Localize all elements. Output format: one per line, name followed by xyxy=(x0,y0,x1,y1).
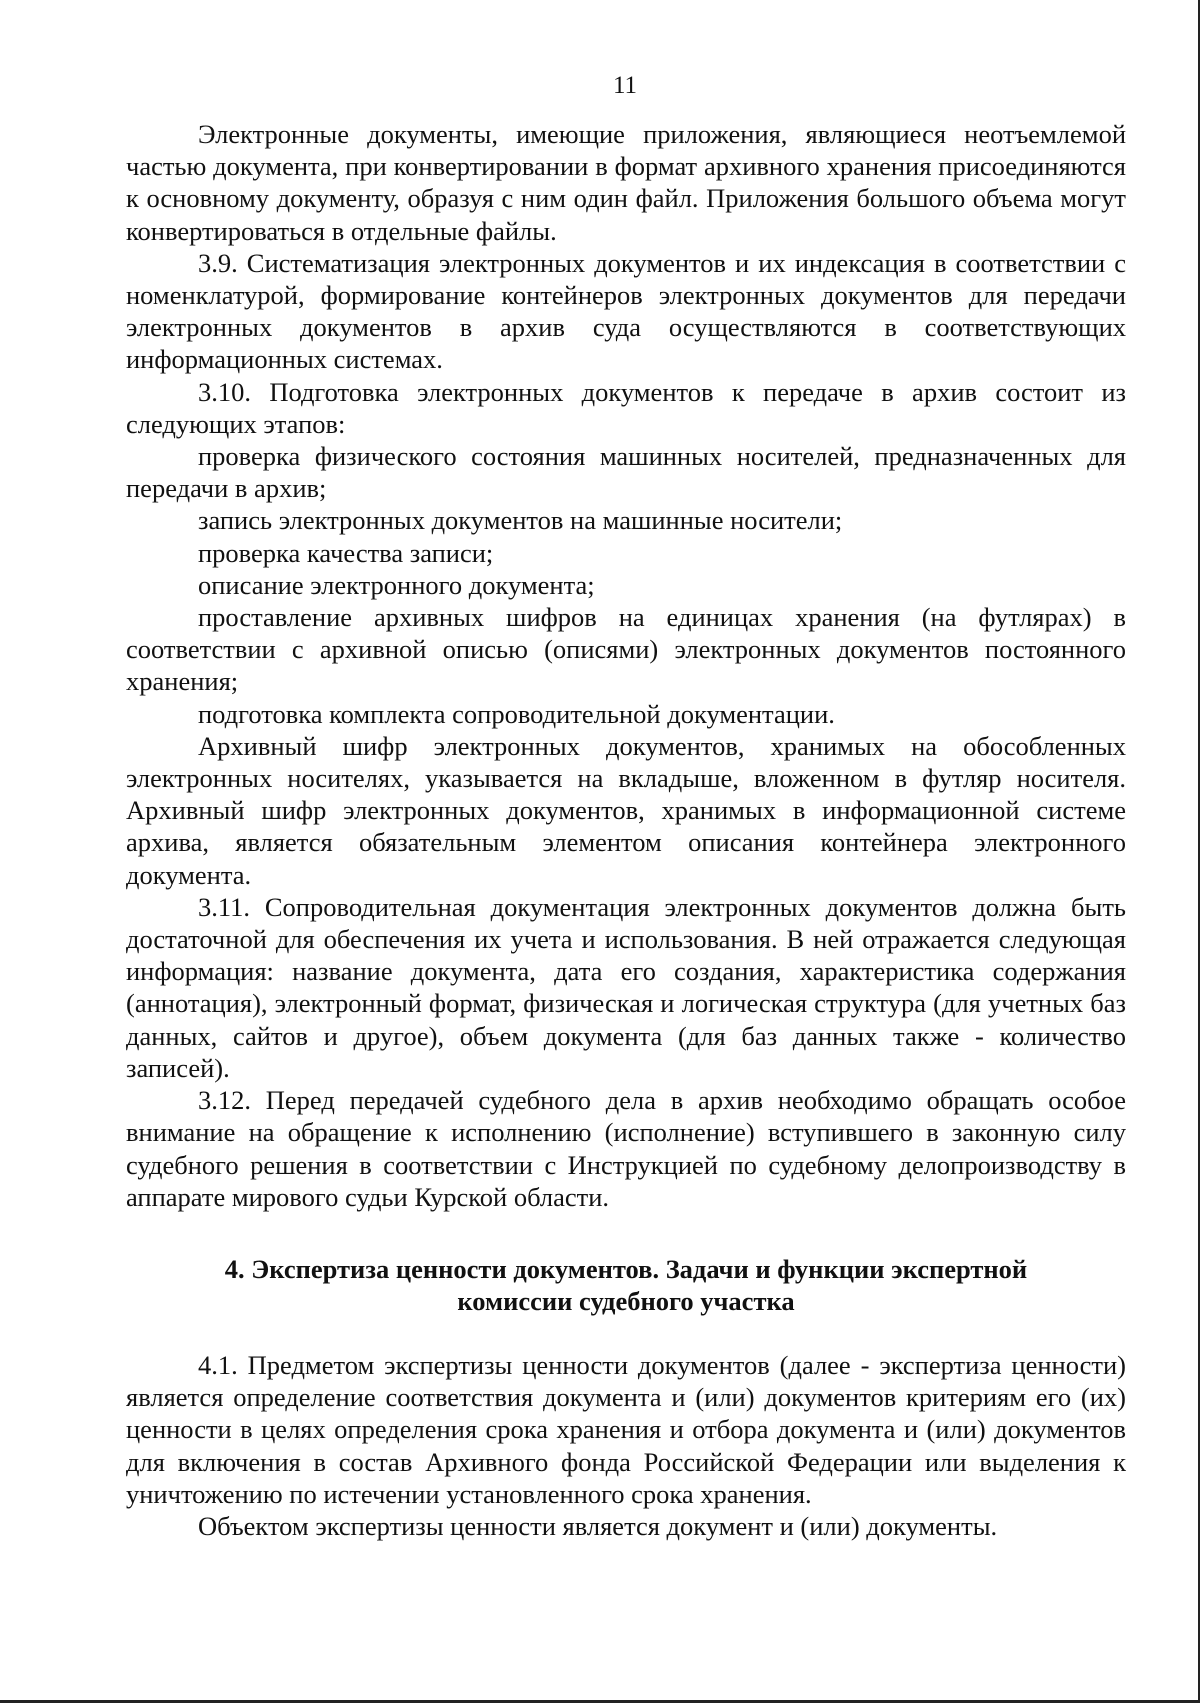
paragraph-3-12: 3.12. Перед передачей судебного дела в архив необходимо обращать особое внимание на обращение к исполнению (исполнение) вступившего в законную силу судебного решения в соответствии с Инструкцией по судебному делопроизводству в аппарате мирового судьи Курской области. xyxy=(126,1085,1126,1212)
section-heading-line-1: 4. Экспертиза ценности документов. Задачи и функции экспертной xyxy=(224,1254,1028,1284)
paragraph-3-9: 3.9. Систематизация электронных документов и их индексация в соответствии с номенклатурой, формирование контейнеров электронных документов для передачи электронных документов в архив суда осуществляются в соответствующих информационных системах. xyxy=(126,247,1126,375)
section-4-text-block xyxy=(126,1349,1126,1542)
list-item-archive-codes: проставление архивных шифров на единицах хранения (на футлярах) в соответствии с архивной описью (описями) электронных документов постоянного хранения; xyxy=(126,602,1126,697)
list-item-describe-document: описание электронного документа; xyxy=(198,569,595,600)
paragraph-object: Объектом экспертизы ценности является документ и (или) документы. xyxy=(198,1511,998,1542)
page-number: 11 xyxy=(612,72,638,99)
paragraph-archive-code: Архивный шифр электронных документов, хранимых на обособленных электронных носителях, указывается на вкладыше, вложенном в футляр носителя. Архивный шифр электронных документов, хранимых в информационной системе архива, является обязательным элементом описания контейнера электронного документа. xyxy=(126,730,1126,890)
main-text-block xyxy=(126,118,1126,1213)
list-item-prepare-documentation: подготовка комплекта сопроводительной документации. xyxy=(198,698,835,729)
list-item-check-media: проверка физического состояния машинных носителей, предназначенных для передачи в архив; xyxy=(126,441,1126,504)
paragraph-4-1: 4.1. Предметом экспертизы ценности документов (далее - экспертиза ценности) является определение соответствия документа и (или) документов критериям его (их) ценности в целях определения срока хранения и отбора документа и (или) документов для включения в состав Архивного фонда Российской Федерации или выделения к уничтожению по истечении установленного срока хранения. xyxy=(126,1350,1126,1509)
section-heading-line-2: комиссии судебного участка xyxy=(457,1286,795,1316)
list-item-check-quality: проверка качества записи; xyxy=(198,537,494,568)
paragraph-attachments: Электронные документы, имеющие приложения, являющиеся неотъемлемой частью документа, при конвертировании в формат архивного хранения присоединяются к основному документу, образуя с ним один файл. Приложения большого объема могут конвертироваться в отдельные файлы. xyxy=(126,119,1126,246)
section-heading xyxy=(126,1253,1126,1317)
paragraph-3-11: 3.11. Сопроводительная документация электронных документов должна быть достаточной для обеспечения их учета и использования. В ней отражается следующая информация: название документа, дата его создания, характеристика содержания (аннотация), электронный формат, физическая и логическая структура (для учетных баз данных, сайтов и другое), объем документа (для баз данных также - количество записей). xyxy=(126,891,1126,1083)
list-item-write-documents: запись электронных документов на машинные носители; xyxy=(198,505,843,536)
paragraph-3-10: 3.10. Подготовка электронных документов к передаче в архив состоит из следующих этапов: xyxy=(126,376,1126,439)
